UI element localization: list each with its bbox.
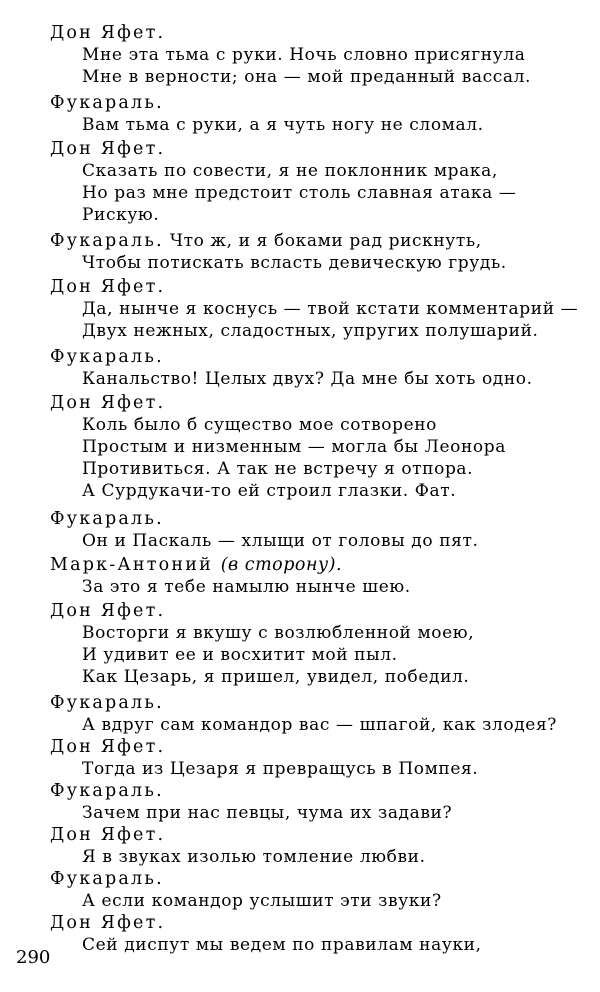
page-number: 290 bbox=[16, 947, 51, 968]
speaker-name: Фукараль. bbox=[50, 869, 164, 889]
verse-line: За это я тебе намылю нынче шею. bbox=[82, 577, 411, 597]
dialogue-block bbox=[50, 600, 580, 688]
speaker-name: Дон Яфет. bbox=[50, 139, 166, 159]
stage-direction: (в сторону). bbox=[220, 555, 343, 575]
dialogue-block bbox=[50, 780, 580, 824]
verse-line: Противиться. А так не встречу я отпора. bbox=[82, 459, 474, 479]
dialogue-block bbox=[50, 824, 580, 868]
dialogue-block bbox=[50, 92, 580, 136]
speaker-name: Дон Яфет. bbox=[50, 913, 166, 933]
verse-line: Простым и низменным — могла бы Леонора bbox=[82, 437, 506, 457]
verse-line: И удивит ее и восхитит мой пыл. bbox=[82, 645, 398, 665]
speaker-name: Фукараль. bbox=[50, 693, 164, 713]
speaker-name: Фукараль. bbox=[50, 231, 164, 251]
dialogue-block bbox=[50, 230, 580, 274]
verse-line: Сей диспут мы ведем по правилам науки, bbox=[82, 935, 482, 955]
speaker-name: Дон Яфет. bbox=[50, 277, 166, 297]
verse-line: Коль было б существо мое сотворено bbox=[82, 415, 438, 435]
verse-line: Сказать по совести, я не поклонник мрака, bbox=[82, 161, 498, 181]
verse-line: А вдруг сам командор вас — шпагой, как злодея? bbox=[82, 715, 557, 735]
verse-line: Рискую. bbox=[82, 205, 160, 225]
verse-line: А если командор услышит эти звуки? bbox=[82, 891, 442, 911]
verse-line bbox=[50, 230, 580, 252]
speaker-name: Дон Яфет. bbox=[50, 825, 166, 845]
dialogue-block bbox=[50, 868, 580, 912]
speaker-name: Фукараль. bbox=[50, 93, 164, 113]
verse-line: Канальство! Целых двух? Да мне бы хоть одно. bbox=[82, 369, 533, 389]
verse-line: Да, нынче я коснусь — твой кстати комментарий — bbox=[82, 299, 579, 319]
dialogue-block bbox=[50, 912, 580, 956]
verse-line: Он и Паскаль — хлыщи от головы до пят. bbox=[82, 531, 479, 551]
verse-line: Я в звуках изолью томление любви. bbox=[82, 847, 426, 867]
speaker-name: Дон Яфет. bbox=[50, 737, 166, 757]
dialogue-block bbox=[50, 692, 580, 736]
verse-line: Мне эта тьма с руки. Ночь словно присягнула bbox=[82, 45, 526, 65]
verse-line: Чтобы потискать всласть девическую грудь. bbox=[82, 253, 507, 273]
speaker-name: Дон Яфет. bbox=[50, 393, 166, 413]
verse-line: Двух нежных, сладостных, упругих полушарий. bbox=[82, 321, 539, 341]
verse-line: Вам тьма с руки, а я чуть ногу не сломал. bbox=[82, 115, 484, 135]
dialogue-block bbox=[50, 138, 580, 226]
dialogue-block bbox=[50, 392, 580, 502]
speaker-name: Марк-Антоний bbox=[50, 555, 213, 575]
inline-verse-text: Что ж, и я боками рад рискнуть, bbox=[163, 231, 482, 251]
verse-line: Мне в верности; она — мой преданный вассал. bbox=[82, 67, 532, 87]
speaker-name: Фукараль. bbox=[50, 781, 164, 801]
verse-line: Восторги я вкушу с возлюбленной моею, bbox=[82, 623, 475, 643]
verse-line: А Сурдукачи-то ей строил глазки. Фат. bbox=[82, 481, 457, 501]
play-text bbox=[50, 22, 580, 956]
speaker-name: Дон Яфет. bbox=[50, 23, 166, 43]
verse-line: Зачем при нас певцы, чума их задави? bbox=[82, 803, 453, 823]
dialogue-block bbox=[50, 346, 580, 390]
dialogue-block bbox=[50, 276, 580, 342]
dialogue-block bbox=[50, 554, 580, 598]
verse-line: Тогда из Цезаря я превращусь в Помпея. bbox=[82, 759, 479, 779]
speaker-line bbox=[50, 554, 580, 576]
speaker-name: Фукараль. bbox=[50, 347, 164, 367]
dialogue-block bbox=[50, 508, 580, 552]
verse-line: Но раз мне предстоит столь славная атака — bbox=[82, 183, 517, 203]
speaker-name: Дон Яфет. bbox=[50, 601, 166, 621]
speaker-name: Фукараль. bbox=[50, 509, 164, 529]
dialogue-block bbox=[50, 736, 580, 780]
verse-line: Как Цезарь, я пришел, увидел, победил. bbox=[82, 667, 470, 687]
dialogue-block bbox=[50, 22, 580, 88]
